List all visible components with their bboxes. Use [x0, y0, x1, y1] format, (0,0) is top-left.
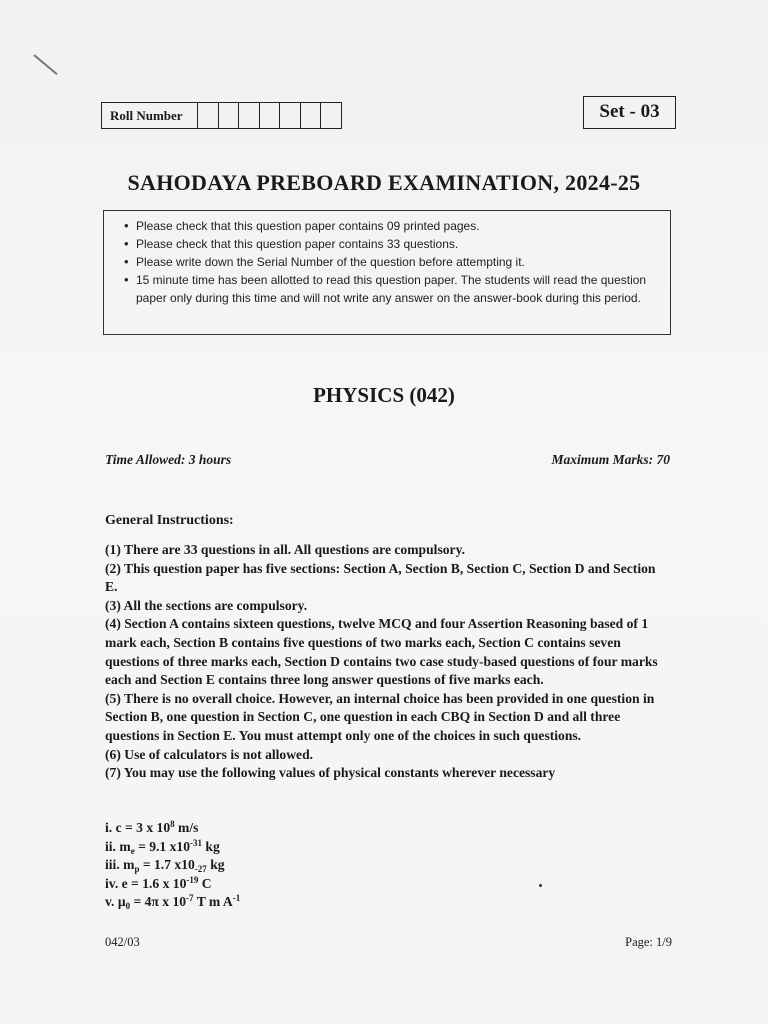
constant-unit: m/s	[174, 820, 199, 835]
set-label: Set - 03	[583, 96, 676, 129]
fold-mark	[33, 54, 57, 75]
notice-item: • Please check that this question paper contains 33 questions.	[126, 235, 660, 253]
instruction-item: (7) You may use the following values of physical constants wherever necessary	[105, 765, 556, 781]
roll-number-cell	[239, 103, 260, 128]
roll-number-box	[101, 102, 342, 129]
roll-number-cell	[219, 103, 240, 128]
roll-number-cell	[198, 103, 219, 128]
constant-electron-mass	[105, 838, 505, 857]
roll-number-cell	[301, 103, 322, 128]
instruction-item: (5) There is no overall choice. However, an internal choice has been provided in one question in Section B, one question in Section C, one question in each CBQ in Section D and all three questions in Section E. You must attempt only one of the choices in such questions.	[105, 690, 655, 743]
exam-title: SAHODAYA PREBOARD EXAMINATION, 2024-25	[127, 170, 641, 195]
constant-exponent: -7	[186, 893, 194, 904]
instruction-item: (1) There are 33 questions in all. All questions are compulsory.	[105, 542, 466, 557]
constant-speed-of-light	[105, 819, 505, 838]
notice-item: • 15 minute time has been allotted to read this question paper. The students will read the question paper only during this time and will not write any answer on the answer-book during this period.	[126, 271, 660, 307]
roll-number-label: Roll Number	[102, 103, 198, 128]
constant-subscript: e	[130, 845, 135, 856]
roll-number-cell	[280, 103, 301, 128]
constants-list	[105, 819, 505, 912]
instruction-item: (3) All the sections are compulsory.	[105, 597, 308, 613]
constant-exponent: -31	[190, 837, 203, 848]
maximum-marks: Maximum Marks: 70	[551, 452, 670, 467]
notice-box	[103, 210, 671, 335]
notice-list	[116, 217, 660, 307]
constant-text: ii. m	[105, 838, 131, 854]
constant-exponent: -19	[186, 874, 199, 885]
general-instructions-heading: General Instructions:	[105, 513, 234, 528]
constant-proton-mass	[105, 856, 505, 875]
constant-text: = 1.7 x10	[139, 857, 195, 873]
constant-subscript: -27	[194, 864, 207, 875]
constant-electron-charge	[105, 875, 505, 894]
constant-text: = 9.1 x10	[134, 838, 191, 854]
constant-text: = 4π x 10	[130, 894, 187, 910]
instructions-list	[105, 541, 670, 783]
constant-unit: kg	[202, 838, 220, 854]
constant-unit: T m A	[193, 894, 233, 910]
instruction-item: (4) Section A contains sixteen questions, twelve MCQ and four Assertion Reasoning based of 1 mark each, Section B contains five questions of two marks each, Section C contains seven questions of three marks each, Section D contains two case study-based questions of four marks each and Section E contains three long answer questions of five marks each.	[105, 616, 658, 688]
constant-subscript: p	[134, 864, 140, 875]
constant-unit: kg	[206, 857, 225, 873]
roll-number-cell	[321, 103, 341, 128]
instruction-item: (6) Use of calculators is not allowed.	[105, 746, 314, 762]
stray-mark	[539, 884, 542, 887]
constant-text: iv. e = 1.6 x 10	[105, 875, 187, 891]
notice-item: • Please check that this question paper contains 09 printed pages.	[126, 217, 660, 235]
constant-permeability	[105, 893, 505, 912]
constant-text: v. μ	[105, 894, 126, 910]
time-allowed: Time Allowed: 3 hours	[105, 452, 232, 467]
constant-exponent: -1	[232, 893, 241, 904]
paper-code: 042/03	[105, 935, 140, 949]
subject-title: PHYSICS (042)	[313, 383, 455, 407]
constant-unit: C	[198, 875, 212, 891]
constant-exponent: 8	[170, 819, 175, 829]
notice-item: • Please write down the Serial Number of the question before attempting it.	[126, 253, 660, 271]
constant-text: iii. m	[105, 857, 135, 873]
constant-subscript: 0	[125, 901, 131, 912]
roll-number-cell	[260, 103, 281, 128]
instruction-item: (2) This question paper has five sections: Section A, Section B, Section C, Section D and Section E.	[105, 560, 656, 595]
page-number: Page: 1/9	[625, 935, 672, 949]
constant-text: i. c = 3 x 10	[105, 820, 171, 835]
